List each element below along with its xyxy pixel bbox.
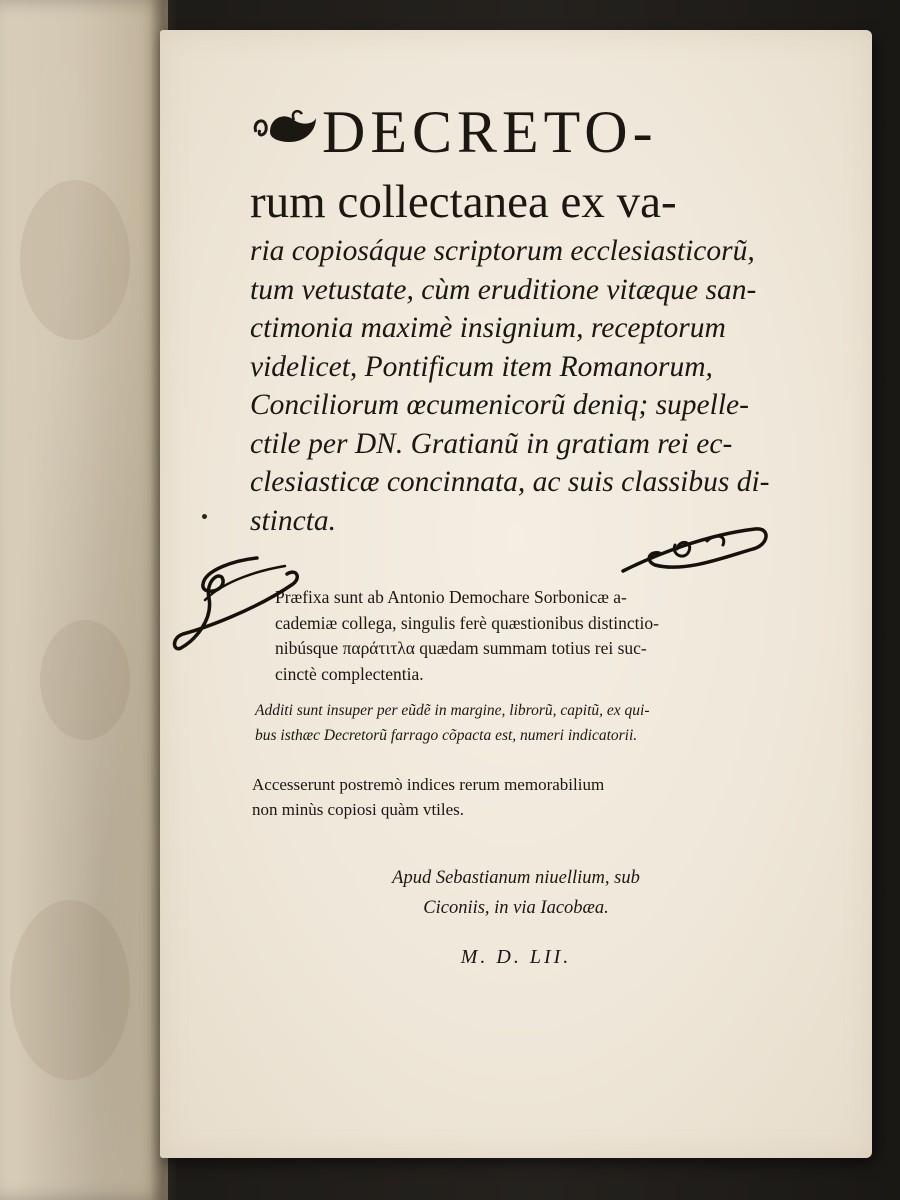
additi-line: bus isthæc Decretorũ farrago cõpacta est, numeri indicatorii. xyxy=(255,727,638,744)
title-row xyxy=(250,100,810,170)
publication-date: M. D. LII. xyxy=(460,946,572,968)
title-block xyxy=(250,100,810,540)
title-page xyxy=(160,30,872,1158)
subtitle-line: ctimonia maximè insignium, receptorum xyxy=(250,312,726,344)
imprint-line: Ciconiis, in via Iacobæa. xyxy=(423,898,609,918)
subtitle-line: Conciliorum œcumenicorũ deniq; supelle- xyxy=(250,389,749,421)
subtitle-line: videlicet, Pontificum item Romanorum, xyxy=(250,350,713,383)
accesserunt-line: Accesserunt postremò indices rerum memorabilium xyxy=(252,775,605,794)
vellum-cover-board xyxy=(0,0,168,1200)
accesserunt-line: non minùs copiosi quàm vtiles. xyxy=(252,800,465,819)
accesserunt-paragraph xyxy=(252,772,812,822)
preface-paragraph xyxy=(275,585,815,687)
title-line-2: rum collectanea ex va- xyxy=(250,176,677,228)
subtitle-line: ria copiosáque scriptorum ecclesiasticorũ, xyxy=(250,235,755,267)
preface-line: Præfixa sunt ab Antonio Demochare Sorbonicæ a- xyxy=(275,587,627,607)
imprint-line: Apud Sebastianum niuellium, sub xyxy=(392,868,640,888)
preface-line: nibúsque παράτιτλα quædam summam totius rei suc- xyxy=(275,638,647,658)
subtitle-lines xyxy=(250,232,810,540)
additi-paragraph xyxy=(255,698,815,748)
ink-dot xyxy=(202,514,207,519)
imprint xyxy=(160,863,872,923)
additi-line: Additi sunt insuper per eũdẽ in margine, librorũ, capitũ, ex qui- xyxy=(255,702,650,719)
subtitle-line: ctile per DN. Gratianũ in gratiam rei ec- xyxy=(250,427,733,460)
subtitle-line: clesiasticæ concinnata, ac suis classibus di- xyxy=(250,466,770,498)
fleuron-ornament-icon xyxy=(250,102,318,152)
title-heading: DECRETO- xyxy=(322,99,658,165)
preface-line: cinctè complectentia. xyxy=(275,663,424,684)
preface-line: cademiæ collega, singulis ferè quæstionibus distinctio- xyxy=(275,612,659,633)
subtitle-line: tum vetustate, cùm eruditione vitæque san- xyxy=(250,273,757,306)
subtitle-line: stincta. xyxy=(250,504,337,537)
